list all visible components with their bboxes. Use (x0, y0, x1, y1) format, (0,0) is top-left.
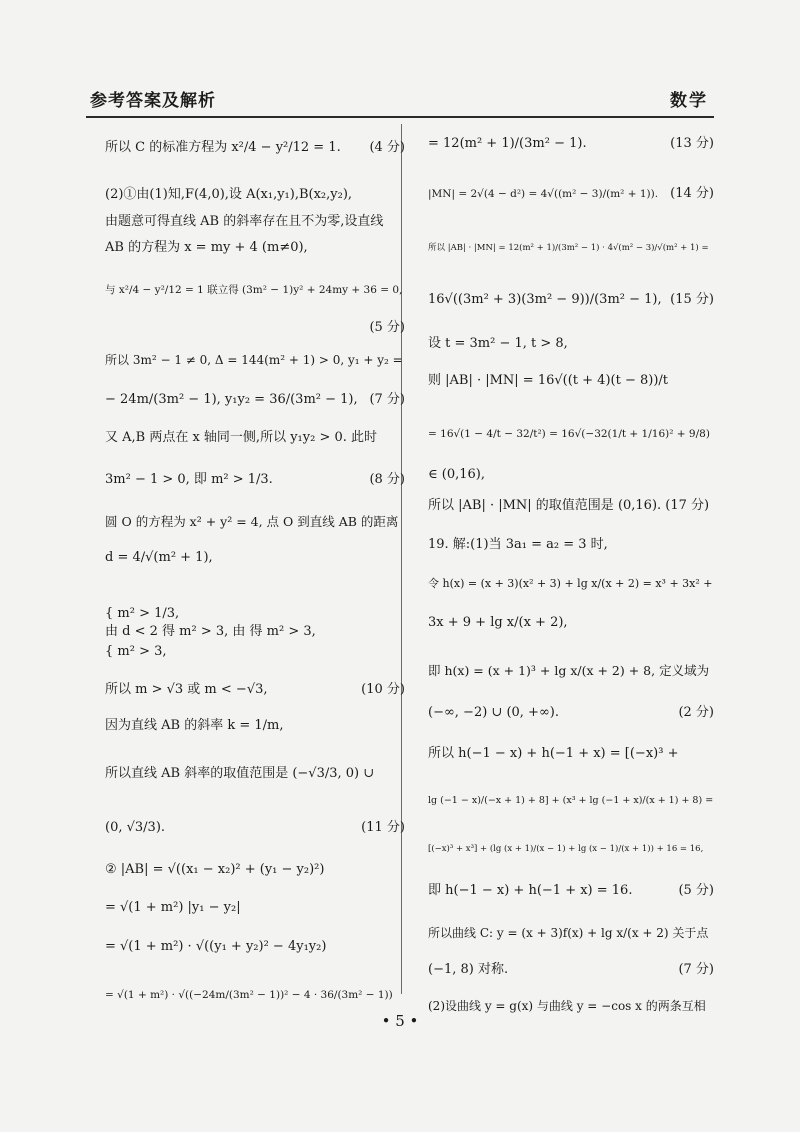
left-column-line (105, 350, 405, 371)
line-text: 3m² − 1 > 0, 即 m² > 1/3. (105, 472, 273, 487)
left-column-line (105, 238, 405, 258)
left-column-line (105, 642, 405, 662)
left-column-line (105, 898, 405, 918)
line-text: |MN| = 2√(4 − d²) = 4√((m² − 3)/(m² + 1)). (428, 188, 659, 200)
line-text: 所以曲线 C: y = (x + 3)f(x) + lg x/(x + 2) 关于点 (428, 926, 709, 940)
score-label: (10 分) (361, 682, 405, 697)
header-divider (86, 116, 714, 118)
right-column-line (428, 496, 714, 516)
left-column-line (105, 548, 405, 568)
left-column-line (105, 860, 405, 880)
line-text: 所以 3m² − 1 ≠ 0, Δ = 144(m² + 1) > 0, y₁ + y₂ = (105, 353, 403, 367)
line-text: = √(1 + m²) |y₁ − y₂| (105, 900, 241, 915)
line-text: 由题意可得直线 AB 的斜率存在且不为零,设直线 (105, 214, 384, 229)
left-column-line (105, 185, 405, 205)
right-column-line (428, 371, 714, 391)
page-number: • 5 • (381, 1012, 419, 1030)
score-label: (7 分) (678, 962, 714, 977)
line-text: 即 h(x) = (x + 1)³ + lg x/(x + 2) + 8, 定义域为 (428, 663, 710, 678)
left-column-line (105, 512, 405, 533)
line-text: { m² > 1/3, (105, 606, 180, 621)
right-column-line (428, 613, 714, 633)
line-text: 所以 |AB| · |MN| 的取值范围是 (0,16). (17 分) (428, 498, 710, 513)
right-column-line (428, 424, 714, 444)
right-column-line (428, 923, 714, 944)
line-text: AB 的方程为 x = my + 4 (m≠0), (105, 240, 308, 255)
line-text: = 12(m² + 1)/(3m² − 1). (428, 136, 587, 151)
score-label: (4 分) (369, 140, 405, 155)
left-column-line (105, 428, 405, 448)
right-column-line (428, 661, 714, 682)
score-label: (7 分) (369, 392, 405, 407)
left-column-line (105, 390, 405, 410)
right-column-line (428, 535, 714, 555)
left-column-line (105, 280, 405, 300)
line-text: 所以 C 的标准方程为 x²/4 − y²/12 = 1. (105, 140, 341, 155)
score-label: (13 分) (670, 136, 714, 151)
left-column-line (105, 138, 405, 158)
line-text: ∈ (0,16), (428, 467, 485, 482)
left-column-line (105, 318, 405, 338)
page-header-subject: 数学 (670, 91, 708, 111)
right-column-line (428, 744, 714, 764)
line-text: 与 x²/4 − y²/12 = 1 联立得 (3m² − 1)y² + 24my + 36 = 0, (105, 284, 403, 296)
line-text: 19. 解:(1)当 3a₁ = a₂ = 3 时, (428, 537, 608, 552)
score-label: (5 分) (369, 320, 405, 335)
line-text: (−∞, −2) ∪ (0, +∞). (428, 705, 559, 720)
right-column-line (428, 184, 714, 204)
line-text: { m² > 3, (105, 644, 167, 659)
line-text: 则 |AB| · |MN| = 16√((t + 4)(t − 8))/t (428, 373, 668, 388)
line-text: d = 4/√(m² + 1), (105, 550, 213, 565)
line-text: (2)设曲线 y = g(x) 与曲线 y = −cos x 的两条互相 (428, 999, 706, 1013)
score-label: (5 分) (678, 883, 714, 898)
line-text: 16√((3m² + 3)(3m² − 9))/(3m² − 1), (428, 292, 662, 307)
line-text: ② |AB| = √((x₁ − x₂)² + (y₁ − y₂)²) (105, 862, 325, 877)
score-label: (14 分) (670, 186, 714, 201)
right-column-line (428, 134, 714, 154)
line-text: (0, √3/3). (105, 820, 166, 835)
line-text: 所以 h(−1 − x) + h(−1 + x) = [(−x)³ + (428, 746, 679, 761)
line-text: = √(1 + m²) · √((y₁ + y₂)² − 4y₁y₂) (105, 939, 327, 954)
page-header-title: 参考答案及解析 (90, 91, 216, 111)
right-column-line (428, 703, 714, 723)
line-text: 由 d < 2 得 m² > 3, 由 得 m² > 3, (105, 624, 316, 639)
right-column-line (428, 237, 714, 258)
line-text: = 16√(1 − 4/t − 32/t²) = 16√(−32(1/t + 1/16)² + 9/8) (428, 428, 710, 440)
right-column-line (428, 290, 714, 310)
right-column-line (428, 960, 714, 980)
score-label: (11 分) (361, 820, 405, 835)
line-text: 因为直线 AB 的斜率 k = 1/m, (105, 718, 284, 733)
right-column-line (428, 465, 714, 485)
score-label: (15 分) (670, 292, 714, 307)
line-text: [(−x)³ + x³] + (lg (x + 1)/(x − 1) + lg (x − 1)/(x + 1)) + 16 = 16, (428, 844, 704, 854)
right-column-line (428, 838, 714, 859)
left-column-line (105, 716, 405, 736)
left-column-line (105, 680, 405, 700)
score-label: (8 分) (369, 472, 405, 487)
line-text: (−1, 8) 对称. (428, 962, 509, 977)
line-text: 即 h(−1 − x) + h(−1 + x) = 16. (428, 883, 633, 898)
left-column-line (105, 604, 405, 624)
line-text: 圆 O 的方程为 x² + y² = 4, 点 O 到直线 AB 的距离 (105, 514, 399, 529)
right-column-line (428, 881, 714, 901)
left-column-line (105, 818, 405, 838)
line-text: − 24m/(3m² − 1), y₁y₂ = 36/(3m² − 1), (105, 392, 358, 407)
line-text: 所以直线 AB 斜率的取值范围是 (−√3/3, 0) ∪ (105, 766, 375, 781)
line-text: lg (−1 − x)/(−x + 1) + 8] + (x³ + lg (−1 + x)/(x + 1) + 8) = (428, 795, 714, 806)
line-text: 设 t = 3m² − 1, t > 8, (428, 336, 568, 351)
left-column-line (105, 622, 405, 642)
left-column-line (105, 985, 405, 1005)
line-text: 3x + 9 + lg x/(x + 2), (428, 615, 568, 630)
line-text: 所以 |AB| · |MN| = 12(m² + 1)/(3m² − 1) · 4√(m² − 3)/√(m² + 1) = (428, 243, 709, 253)
left-column-line (105, 764, 405, 784)
right-column-line (428, 790, 714, 811)
line-text: (2)①由(1)知,F(4,0),设 A(x₁,y₁),B(x₂,y₂), (105, 187, 353, 202)
right-column-line (428, 334, 714, 354)
line-text: = √(1 + m²) · √((−24m/(3m² − 1))² − 4 · 36/(3m² − 1)) (105, 989, 393, 1001)
line-text: 所以 m > √3 或 m < −√3, (105, 682, 268, 697)
line-text: 又 A,B 两点在 x 轴同一侧,所以 y₁y₂ > 0. 此时 (105, 430, 378, 445)
line-text: 令 h(x) = (x + 3)(x² + 3) + lg x/(x + 2) = x³ + 3x² + (428, 577, 713, 590)
left-column-line (105, 470, 405, 490)
score-label: (2 分) (678, 705, 714, 720)
left-column-line (105, 937, 405, 957)
left-column-line (105, 212, 405, 232)
right-column-line (428, 574, 714, 594)
